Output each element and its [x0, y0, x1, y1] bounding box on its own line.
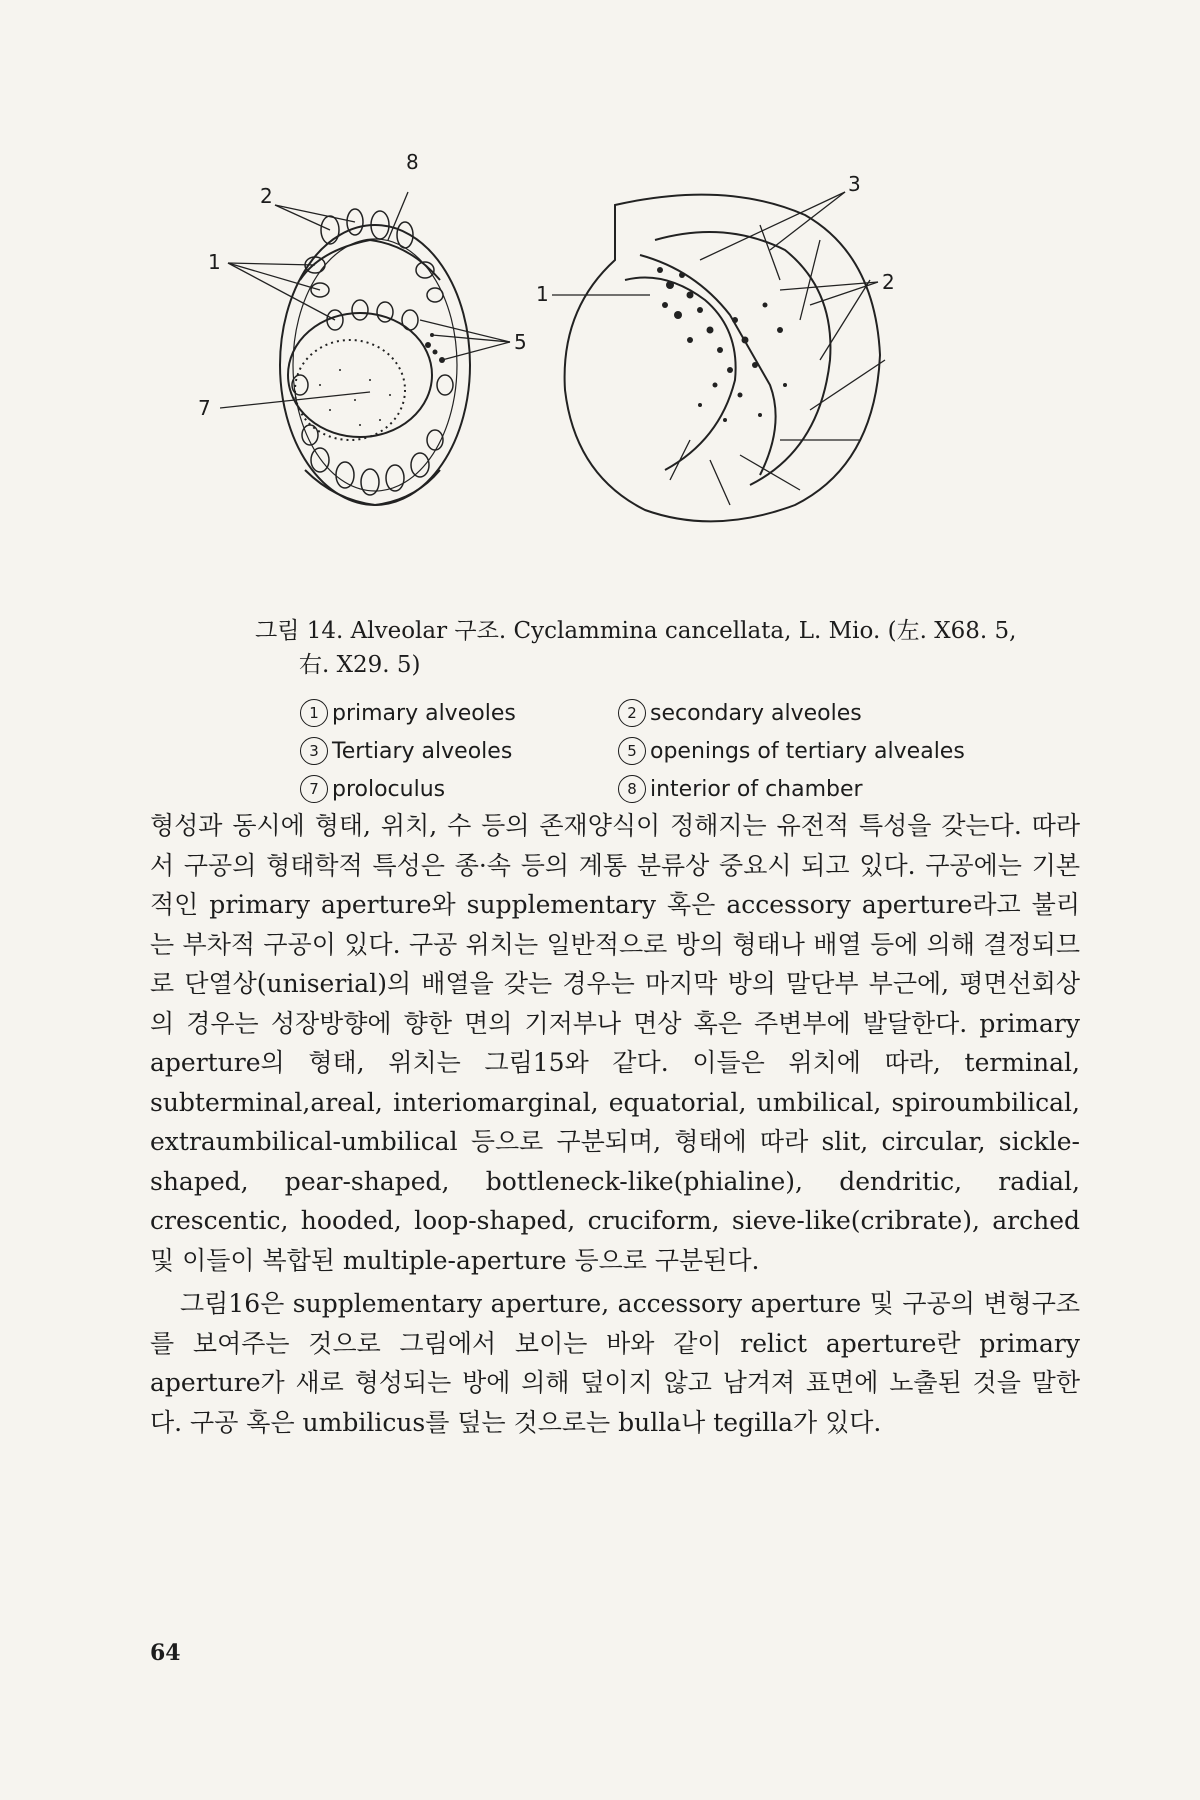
legend-text: secondary alveoles	[650, 701, 862, 726]
legend-item	[618, 772, 1048, 808]
body-text	[150, 806, 1080, 1442]
legend-text: primary alveoles	[332, 701, 516, 726]
right-specimen	[552, 192, 885, 521]
legend-number: 2	[618, 699, 646, 727]
left-specimen	[220, 192, 510, 505]
legend-item	[300, 734, 590, 770]
figure-caption	[255, 614, 1055, 682]
foraminifera-drawing	[220, 170, 1060, 630]
figure-legend	[300, 696, 1060, 808]
figure-14-illustration	[198, 150, 1060, 630]
legend-text: proloculus	[332, 777, 446, 802]
legend-item	[618, 734, 1048, 770]
paragraph-2: 그림16은 supplementary aperture, accessory aperture 및 구공의 변형구조를 보여주는 것으로 그림에서 보이는 바와 같이 relict aperture란 primary aperture가 새로 형성되는 방에 의해 덮이지 않고 남겨져 표면에 노출된 것을 말한다. 구공 혹은 umbilicus를 덮는 것으로는 bulla나 tegilla가 있다.	[150, 1289, 1080, 1437]
figure-label-3: 3	[848, 172, 861, 196]
figure-label-1-left: 1	[208, 250, 221, 274]
legend-number: 3	[300, 737, 328, 765]
legend-text: interior of chamber	[650, 777, 863, 802]
legend-number: 1	[300, 699, 328, 727]
figure-label-2-right: 2	[882, 270, 895, 294]
legend-text: openings of tertiary alveales	[650, 739, 965, 764]
figure-label-2-left: 2	[260, 184, 273, 208]
figure-label-7: 7	[198, 396, 211, 420]
legend-item	[300, 772, 590, 808]
legend-number: 5	[618, 737, 646, 765]
figure-label-8: 8	[406, 150, 419, 174]
legend-text: Tertiary alveoles	[332, 739, 513, 764]
legend-item	[618, 696, 1048, 732]
figure-label-1-right: 1	[536, 282, 549, 306]
legend-number: 8	[618, 775, 646, 803]
caption-line-1: 그림 14. Alveolar 구조. Cyclammina cancellata, L. Mio. (左. X68. 5,	[255, 618, 1017, 644]
legend-number: 7	[300, 775, 328, 803]
paragraph-1: 형성과 동시에 형태, 위치, 수 등의 존재양식이 정해지는 유전적 특성을 갖는다. 따라서 구공의 형태학적 특성은 종·속 등의 계통 분류상 중요시 되고 있다. 구공에는 기본적인 primary aperture와 supplementary 혹은 accessory aperture라고 불리는 부차적 구공이 있다. 구공 위치는 일반적으로 방의 형태나 배열 등에 의해 결정되므로 단열상(uniserial)의 배열을 갖는 경우는 마지막 방의 말단부 부근에, 평면선회상의 경우는 성장방향에 향한 면의 기저부나 면상 혹은 주변부에 발달한다. primary aperture의 형태, 위치는 그림15와 같다. 이들은 위치에 따라, terminal, subterminal,areal, interiomarginal, equatorial, umbilical, spiroumbilical, extraumbilical-umbilical 등으로 구분되며, 형태에 따라 slit, circular, sickle-shaped, pear-shaped, bottleneck-like(phialine), dendritic, radial, crescentic, hooded, loop-shaped, cruciform, sieve-like(cribrate), arched 및 이들이 복합된 multiple-aperture 등으로 구분된다.	[150, 811, 1080, 1275]
caption-line-2: 右. X29. 5)	[299, 652, 421, 678]
figure-label-5: 5	[514, 330, 527, 354]
page-number: 64	[150, 1640, 181, 1666]
legend-item	[300, 696, 590, 732]
